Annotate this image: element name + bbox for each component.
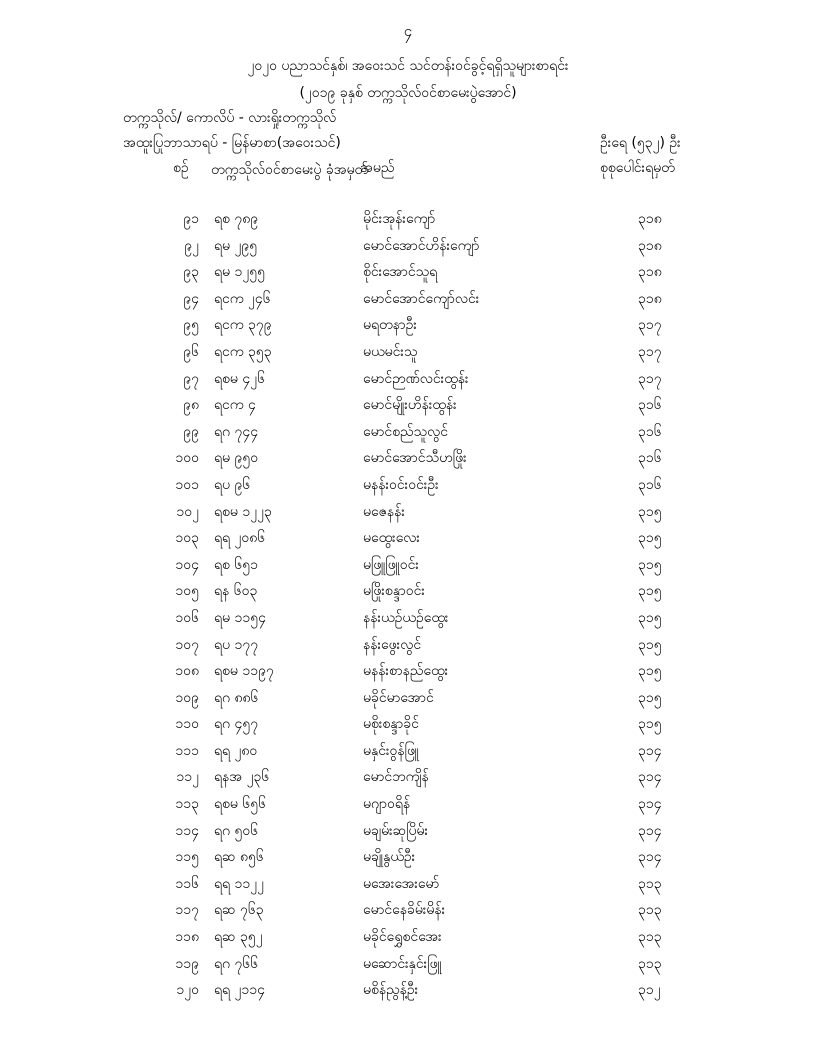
table-row bbox=[0, 737, 816, 764]
student-name: နန်းယဉ်ယဉ်ထွေး bbox=[363, 609, 449, 626]
table-row bbox=[0, 205, 816, 232]
student-name: မောင်အောင်ဟိန်းကျော် bbox=[363, 237, 480, 254]
student-name: မောင်စည်သူလွင် bbox=[363, 423, 448, 440]
row-number: ၁၀၉ bbox=[175, 689, 199, 706]
row-number: ၁၁၄ bbox=[175, 822, 199, 839]
header-no: စဉ် bbox=[173, 160, 189, 176]
student-name: မရတနာဦး bbox=[363, 317, 417, 334]
total-marks: ၃၁၅ bbox=[638, 636, 662, 653]
total-marks: ၃၁၈ bbox=[638, 237, 662, 254]
row-number: ၉၄ bbox=[183, 290, 199, 307]
total-marks: ၃၁၇ bbox=[638, 317, 662, 334]
table-row bbox=[0, 923, 816, 950]
total-marks: ၃၁၅ bbox=[638, 609, 662, 626]
roll-number: ရဂ ၈၈၆ bbox=[214, 689, 259, 706]
table-row bbox=[0, 950, 816, 977]
table-row bbox=[0, 710, 816, 737]
student-name: မောင်နေခိမ်းမိန်း bbox=[363, 902, 446, 919]
table-row bbox=[0, 471, 816, 498]
row-number: ၁၀၄ bbox=[175, 556, 199, 573]
roll-number: ရဆ ၃၅၂ bbox=[214, 929, 263, 946]
document-title: ၂၀၂၀ ပညာသင်နှစ်၊ အဝေးသင် သင်တန်းဝင်ခွင့်ရရှိသူများစာရင်း bbox=[247, 58, 569, 74]
table-row bbox=[0, 311, 816, 338]
total-marks: ၃၁၃ bbox=[638, 902, 662, 919]
total-marks: ၃၁၃ bbox=[638, 955, 662, 972]
roll-number: ရမ ၂၉၅ bbox=[214, 237, 258, 254]
student-name: စိုင်းအောင်သူရ bbox=[363, 264, 438, 281]
student-name: မောင်အောင်သီဟဖြိုး bbox=[363, 450, 467, 467]
total-marks: ၃၁၄ bbox=[638, 769, 662, 786]
total-count: ဦးရေ (၅၃၂) ဦး bbox=[600, 135, 681, 151]
student-name: မနန်းဝင်းဝင်းဦး bbox=[363, 476, 439, 493]
table-row bbox=[0, 790, 816, 817]
row-number: ၁၁၆ bbox=[175, 875, 199, 892]
total-marks: ၃၁၅ bbox=[638, 689, 662, 706]
table-row bbox=[0, 896, 816, 923]
student-name: မစိန်ညွန့်ဦး bbox=[363, 982, 419, 999]
total-marks: ၃၁၅ bbox=[638, 716, 662, 733]
student-name: နန်းဖွေးလွင် bbox=[363, 636, 422, 653]
row-number: ၁၁၃ bbox=[175, 796, 199, 813]
roll-number: ရဆ ၈၅၆ bbox=[214, 849, 264, 866]
total-marks: ၃၁၃ bbox=[638, 929, 662, 946]
total-marks: ၃၁၅ bbox=[638, 663, 662, 680]
student-name: မအေးအေးမော် bbox=[363, 875, 440, 892]
row-number: ၁၁၂ bbox=[176, 769, 199, 786]
table-row bbox=[0, 604, 816, 631]
total-marks: ၃၁၆ bbox=[638, 423, 662, 440]
roll-number: ရစ ၇၈၉ bbox=[214, 211, 259, 227]
table-row bbox=[0, 391, 816, 418]
student-name: မောင်မျိုးဟိန်းထွန်း bbox=[363, 397, 457, 414]
student-name: မချိုနွယ်ဦး bbox=[363, 849, 416, 866]
total-marks: ၃၁၇ bbox=[638, 343, 662, 360]
roll-number: ရငက ၄ bbox=[214, 397, 256, 414]
table-row bbox=[0, 444, 816, 471]
row-number: ၉၁ bbox=[183, 211, 199, 227]
table-row bbox=[0, 843, 816, 870]
total-marks: ၃၁၃ bbox=[638, 875, 662, 892]
row-number: ၁၂၀ bbox=[176, 982, 199, 999]
table-row bbox=[0, 258, 816, 285]
row-number: ၉၆ bbox=[183, 343, 199, 360]
table-row bbox=[0, 285, 816, 312]
table-row bbox=[0, 870, 816, 897]
roll-number: ရဂ ၇၆၆ bbox=[214, 955, 259, 972]
roll-number: ရငက ၃၅၃ bbox=[214, 343, 272, 360]
subject-label: အထူးပြုဘာသာရပ် - မြန်မာစာ(အဝေးသင်) bbox=[123, 135, 341, 151]
roll-number: ရပ ၉၆ bbox=[214, 476, 251, 493]
total-marks: ၃၁၂ bbox=[638, 982, 661, 999]
total-marks: ၃၁၄ bbox=[638, 822, 662, 839]
row-number: ၁၀၇ bbox=[175, 636, 199, 653]
table-row bbox=[0, 418, 816, 445]
student-name: မဆောင်းနှင်းဖြူ bbox=[363, 955, 442, 972]
roll-number: ရနအ ၂၃၆ bbox=[214, 769, 270, 786]
row-number: ၁၀၅ bbox=[175, 583, 199, 600]
row-number: ၉၂ bbox=[184, 237, 199, 254]
row-number: ၁၀၃ bbox=[175, 530, 199, 547]
page-number: ၄ bbox=[403, 22, 413, 40]
table-row bbox=[0, 763, 816, 790]
student-list bbox=[0, 205, 816, 1003]
header-roll-number: တက္ကသိုလ်ဝင်စာမေးပွဲ ခုံအမှတ် bbox=[211, 162, 369, 178]
student-name: မဇေနန်း bbox=[363, 503, 405, 520]
total-marks: ၃၁၆ bbox=[638, 450, 662, 467]
table-row bbox=[0, 657, 816, 684]
university-label: တက္ကသိုလ်/ ကောလိပ် - လားရှိုးတက္ကသိုလ် bbox=[123, 110, 337, 126]
student-name: မောင်အောင်ကျော်လင်း bbox=[363, 290, 480, 307]
total-marks: ၃၁၄ bbox=[638, 849, 662, 866]
roll-number: ရငက ၂၄၆ bbox=[214, 290, 271, 307]
row-number: ၁၀၁ bbox=[175, 476, 199, 493]
total-marks: ၃၁၈ bbox=[638, 211, 662, 227]
roll-number: ရဆ ၇၆၃ bbox=[214, 902, 264, 919]
student-name: မခိုင်ရွှေစင်အေး bbox=[363, 929, 442, 946]
table-row bbox=[0, 684, 816, 711]
row-number: ၉၃ bbox=[183, 264, 199, 281]
table-row bbox=[0, 551, 816, 578]
roll-number: ရစမ ၆၅၆ bbox=[214, 796, 266, 813]
row-number: ၁၀၆ bbox=[175, 609, 199, 626]
roll-number: ရရ ၂၈၀ bbox=[214, 742, 258, 759]
header-name: အမည် bbox=[360, 160, 395, 176]
student-name: မနန်းစာနည်ထွေး bbox=[363, 663, 449, 680]
table-row bbox=[0, 577, 816, 604]
student-name: မဂျာဝရိန် bbox=[363, 796, 411, 813]
roll-number: ရဂ ၄၅၇ bbox=[214, 716, 259, 733]
row-number: ၁၁၅ bbox=[175, 849, 199, 866]
row-number: ၁၁၁ bbox=[175, 742, 199, 759]
total-marks: ၃၁၈ bbox=[638, 290, 662, 307]
student-name: မထွေးလေး bbox=[363, 530, 420, 547]
roll-number: ရရ ၂၁၁၄ bbox=[214, 982, 266, 999]
student-name: မယမင်းသူ bbox=[363, 343, 418, 360]
row-number: ၁၁၇ bbox=[175, 902, 199, 919]
row-number: ၉၈ bbox=[183, 397, 199, 414]
student-name: မောင်ဘကျိန် bbox=[363, 769, 429, 786]
table-row bbox=[0, 817, 816, 844]
total-marks: ၃၁၅ bbox=[638, 583, 662, 600]
row-number: ၉၇ bbox=[183, 370, 199, 387]
row-number: ၁၀၂ bbox=[176, 503, 199, 520]
table-row bbox=[0, 498, 816, 525]
table-row bbox=[0, 976, 816, 1003]
total-marks: ၃၁၇ bbox=[638, 370, 662, 387]
roll-number: ရစမ ၁၁၉၇ bbox=[214, 663, 274, 680]
table-row bbox=[0, 365, 816, 392]
student-name: မဖြူဖြူဝင်း bbox=[363, 556, 419, 573]
student-name: မစိုးစန္ဒာခိုင် bbox=[363, 716, 419, 733]
student-name: မောင်ဉာဏ်လင်းထွန်း bbox=[363, 370, 469, 387]
roll-number: ရပ ၁၇၇ bbox=[214, 636, 259, 653]
roll-number: ရဂ ၅၀၆ bbox=[214, 822, 259, 839]
total-marks: ၃၁၅ bbox=[638, 556, 662, 573]
row-number: ၁၁၀ bbox=[175, 716, 199, 733]
roll-number: ရမ ၁၂၅၅ bbox=[214, 264, 265, 281]
total-marks: ၃၁၄ bbox=[638, 742, 662, 759]
roll-number: ရရ ၂၀၈၆ bbox=[214, 530, 266, 547]
row-number: ၁၁၉ bbox=[175, 955, 199, 972]
total-marks: ၃၁၆ bbox=[638, 397, 662, 414]
roll-number: ရမ ၁၁၅၄ bbox=[214, 609, 266, 626]
roll-number: ရစမ ၄၂၆ bbox=[214, 370, 265, 387]
header-total-marks: စုစုပေါင်းရမှတ် bbox=[600, 160, 675, 176]
total-marks: ၃၁၄ bbox=[638, 796, 662, 813]
total-marks: ၃၁၅ bbox=[638, 530, 662, 547]
table-row bbox=[0, 232, 816, 259]
row-number: ၁၀၀ bbox=[175, 450, 199, 467]
student-name: မိုင်းအုန်းကျော် bbox=[363, 211, 436, 227]
student-name: မနှင်းဝွန်ဖြူ bbox=[363, 742, 420, 759]
row-number: ၁၁၈ bbox=[175, 929, 199, 946]
total-marks: ၃၁၅ bbox=[638, 503, 662, 520]
roll-number: ရန ၆၀၃ bbox=[214, 583, 258, 600]
total-marks: ၃၁၆ bbox=[638, 476, 662, 493]
document-subtitle: (၂၀၁၉ ခုနှစ် တက္ကသိုလ်ဝင်စာမေးပွဲအောင်) bbox=[299, 85, 517, 101]
roll-number: ရစ ၆၅၁ bbox=[214, 556, 258, 573]
table-row bbox=[0, 631, 816, 658]
roll-number: ရငက ၃၇၉ bbox=[214, 317, 272, 334]
student-name: မချမ်းဆုပြိမ်း bbox=[363, 822, 429, 839]
table-row bbox=[0, 524, 816, 551]
row-number: ၉၉ bbox=[183, 423, 199, 440]
row-number: ၉၅ bbox=[183, 317, 199, 334]
roll-number: ရရ ၁၁၂၂ bbox=[214, 875, 265, 892]
student-name: မဖြိုးစန္ဒာဝင်း bbox=[363, 583, 425, 600]
row-number: ၁၀၈ bbox=[175, 663, 199, 680]
student-name: မခိုင်မာအောင် bbox=[363, 689, 434, 706]
total-marks: ၃၁၈ bbox=[638, 264, 662, 281]
roll-number: ရစမ ၁၂၂၃ bbox=[214, 503, 272, 520]
roll-number: ရဂ ၇၄၄ bbox=[214, 423, 259, 440]
roll-number: ရမ ၉၅၀ bbox=[214, 450, 259, 467]
table-row bbox=[0, 338, 816, 365]
